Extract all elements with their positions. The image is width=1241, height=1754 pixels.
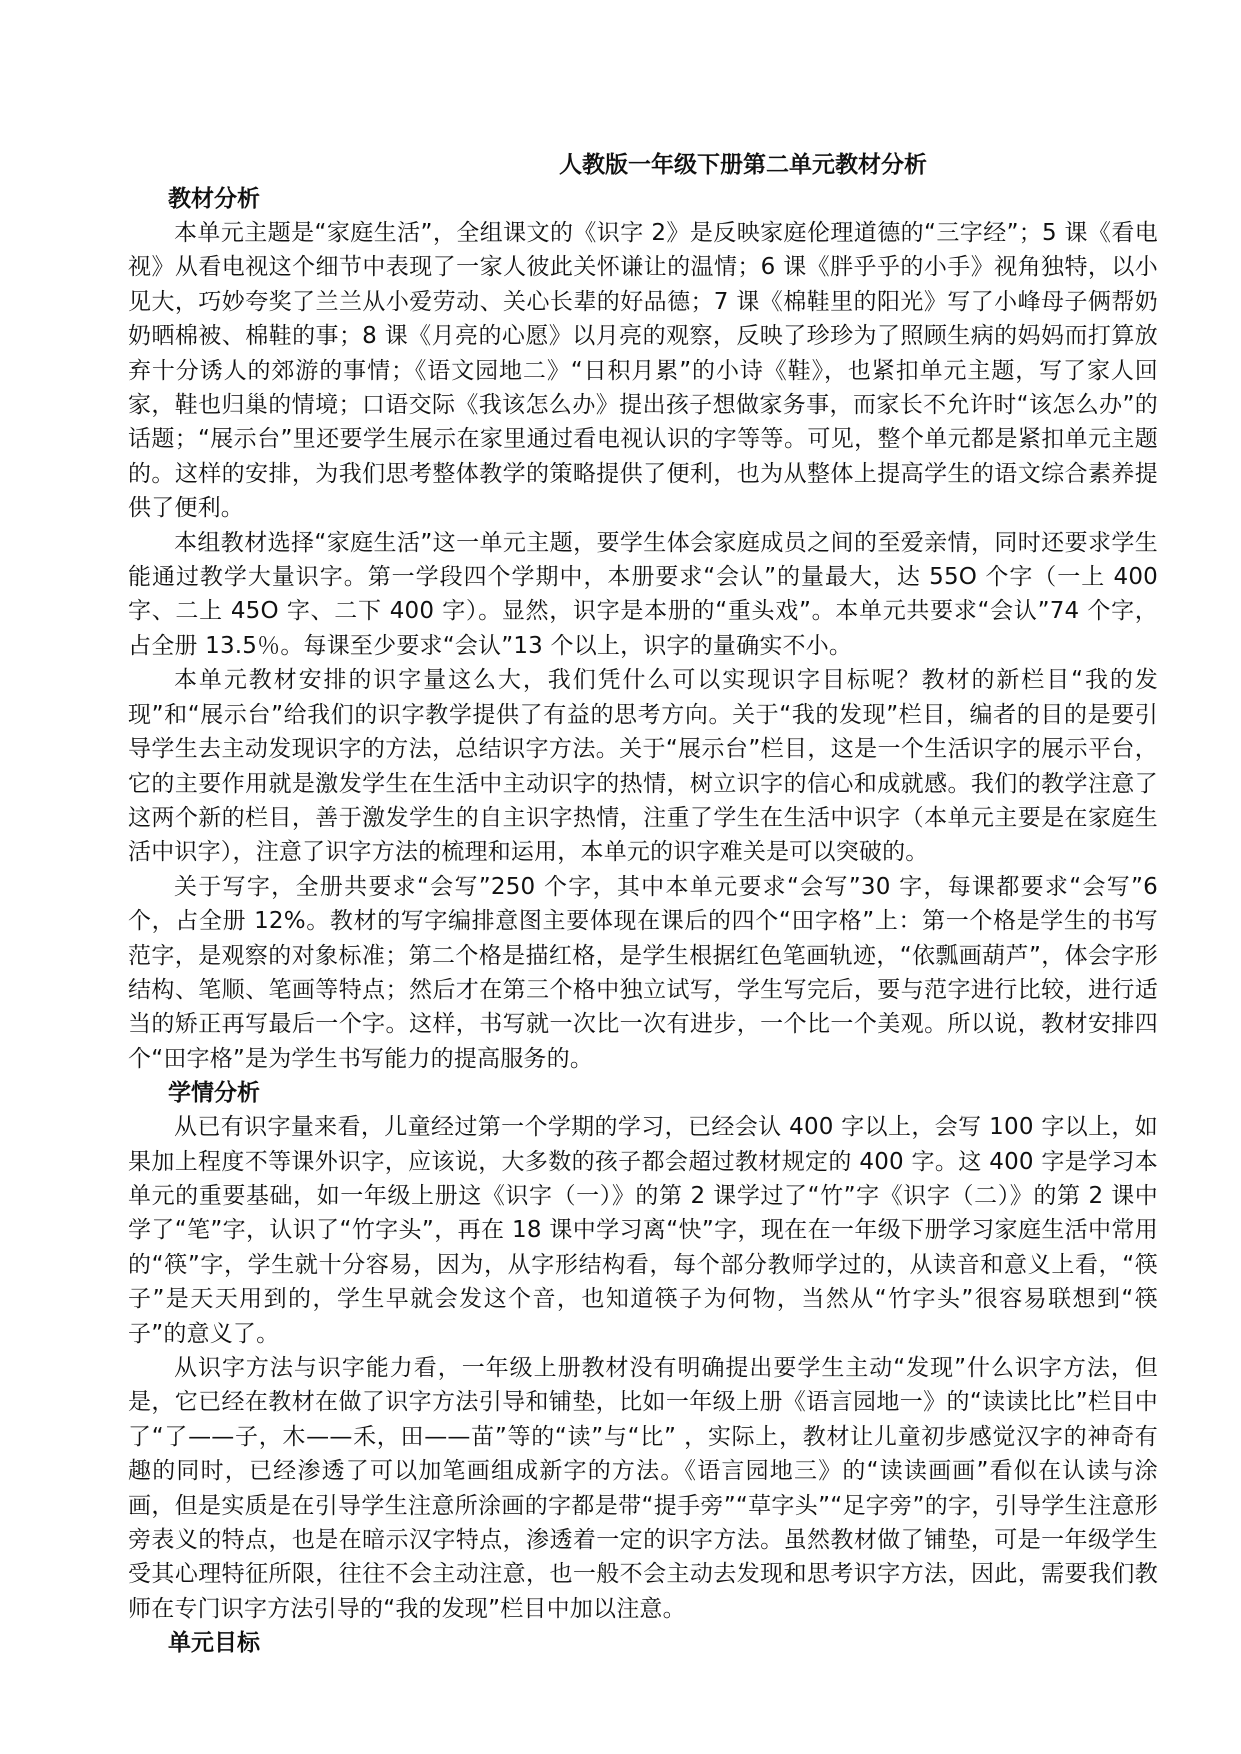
paragraph: 关于写字，全册共要求“会写”250 个字，其中本单元要求“会写”30 字，每课都要求“会写”6 个，占全册 12%。教材的写字编排意图主要体现在课后的四个“田字格”上：第一个格是学生的书写范字，是观察的对象标准；第二个格是描红格，是学生根据红色笔画轨迹，“依瓢画葫芦”，体会字形结构、笔顺、笔画等特点；然后才在第三个格中独立试写，学生写完后，要与范字进行比较，进行适当的矫正再写最后一个字。这样，书写就一次比一次有进步，一个比一个美观。所以说，教材安排四个“田字格”是为学生书写能力的提高服务的。 [128,873,1158,1072]
paragraph: 从识字方法与识字能力看，一年级上册教材没有明确提出要学生主动“发现”什么识字方法，但是，它已经在教材在做了识字方法引导和铺垫，比如一年级上册《语言园地一》的“读读比比”栏目中了“了——子，木——禾，田——苗”等的“读”与“比” ，实际上，教材让儿童初步感觉汉字的神奇有趣的同时，已经渗透了可以加笔画组成新字的方法。《语言园地三》的“读读画画”看似在认读与涂画，但是实质是在引导学生注意所涂画的字都是带“提手旁”“草字头”“足字旁”的字，引导学生注意形旁表义的特点，也是在暗示汉字特点，渗透着一定的识字方法。虽然教材做了铺垫，可是一年级学生受其心理特征所限，往往不会主动注意，也一般不会主动去发现和思考识字方法，因此，需要我们教师在专门识字方法引导的“我的发现”栏目中加以注意。 [128,1355,1158,1622]
section-heading-textbook-analysis: 教材分析 [168,186,260,212]
paragraph: 本组教材选择“家庭生活”这一单元主题，要学生体会家庭成员之间的至爱亲情，同时还要求学生能通过教学大量识字。第一学段四个学期中，本册要求“会认”的量最大，达 55O 个字（一上 400 字、二上 45O 字、二下 400 字）。显然，识字是本册的“重头戏”。本单元共要求“会认”74 个字，占全册 13.5％。每课至少要求“会认”13 个以上，识字的量确实不小。 [128,529,1158,659]
document-title: 人教版一年级下册第二单元教材分析 [559,152,927,178]
section-heading-unit-goals: 单元目标 [168,1630,260,1657]
section-heading-learner-analysis: 学情分析 [168,1080,260,1107]
paragraph: 本单元主题是“家庭生活”，全组课文的《识字 2》是反映家庭伦理道德的“三字经”；5 课《看电视》从看电视这个细节中表现了一家人彼此关怀谦让的温情；6 课《胖乎乎的小手》视角独特，以小见大，巧妙夸奖了兰兰从小爱劳动、关心长辈的好品德；7 课《棉鞋里的阳光》写了小峰母子俩帮奶奶晒棉被、棉鞋的事；8 课《月亮的心愿》以月亮的观察，反映了珍珍为了照顾生病的妈妈而打算放弃十分诱人的郊游的事情；《语文园地二》“日积月累”的小诗《鞋》，也紧扣单元主题，写了家人回家，鞋也归巢的情境；口语交际《我该怎么办》提出孩子想做家务事，而家长不允许时“该怎么办”的话题；“展示台”里还要学生展示在家里通过看电视认识的字等等。可见，整个单元都是紧扣单元主题的。这样的安排，为我们思考整体教学的策略提供了便利，也为从整体上提高学生的语文综合素养提供了便利。 [128,220,1158,522]
document-page [128,148,1158,1660]
paragraph: 本单元教材安排的识字量这么大，我们凭什么可以实现识字目标呢？教材的新栏目“我的发现”和“展示台”给我们的识字教学提供了有益的思考方向。关于“我的发现”栏目，编者的目的是要引导学生去主动发现识字的方法，总结识字方法。关于“展示台”栏目，这是一个生活识字的展示平台，它的主要作用就是激发学生在生活中主动识字的热情，树立识字的信心和成就感。我们的教学注意了这两个新的栏目，善于激发学生的自主识字热情，注重了学生在生活中识字（本单元主要是在家庭生活中识字），注意了识字方法的梳理和运用，本单元的识字难关是可以突破的。 [128,667,1158,866]
paragraph: 从已有识字量来看，儿童经过第一个学期的学习，已经会认 400 字以上，会写 100 字以上，如果加上程度不等课外识字，应该说，大多数的孩子都会超过教材规定的 400 字。这 400 字是学习本单元的重要基础，如一年级上册这《识字（一）》的第 2 课学过了“竹”字《识字（二）》的第 2 课中学了“笔”字，认识了“竹字头”，再在 18 课中学习离“快”字，现在在一年级下册学习家庭生活中常用的“筷”字，学生就十分容易，因为，从字形结构看，每个部分教师学过的，从读音和意义上看，“筷子”是天天用到的，学生早就会发这个音，也知道筷子为何物，当然从“竹字头”很容易联想到“筷子”的意义了。 [128,1114,1158,1347]
